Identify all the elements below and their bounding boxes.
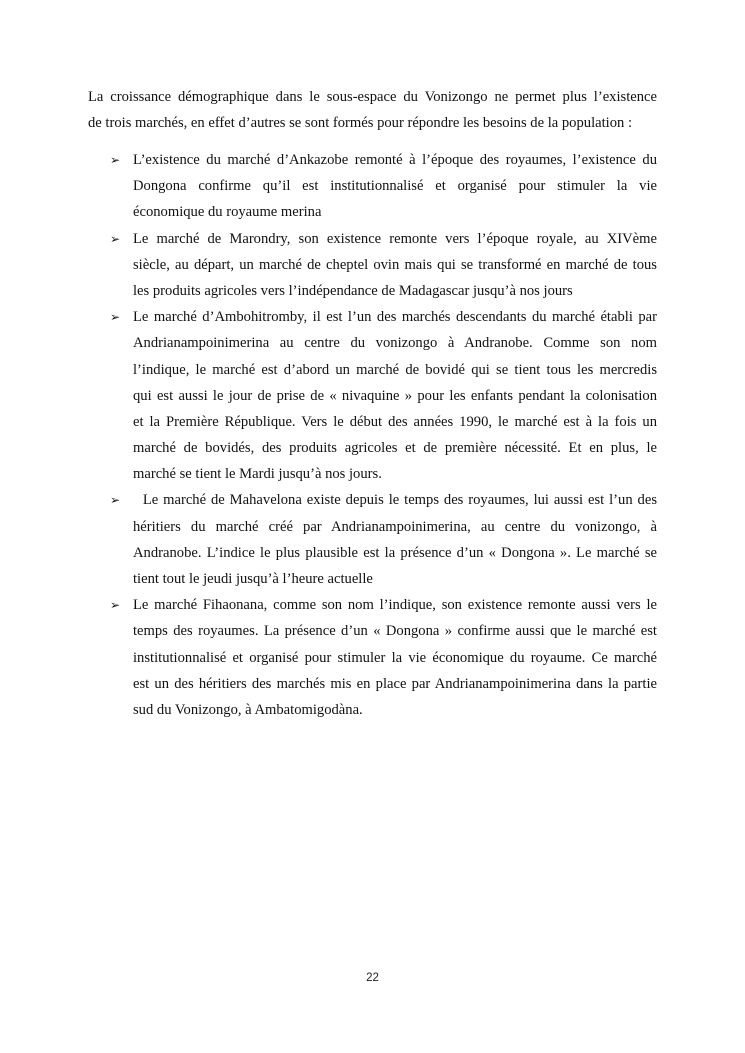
text-line: institutionnalisé et organisé pour stimuler la vie économique du royaume. Ce marché [133,649,657,666]
text-line: économique du royaume merina [133,204,322,221]
arrowhead-bullet-icon: ➢ [110,231,121,246]
list-item [88,147,657,226]
arrowhead-bullet-icon: ➢ [110,153,121,167]
text-line: La croissance démographique dans le sous-espace du Vonizongo ne permet plus l’existence [88,89,657,105]
market-bullet-list [88,147,657,723]
arrowhead-bullet-icon: ➢ [110,598,121,613]
text-line: l’indique, le marché est d’abord un marché de bovidé qui se tient tous les mercredis [133,361,657,378]
text-line: temps des royaumes. La présence d’un « Dongona » confirme aussi que le marché est [133,623,657,640]
text-line: marché de bovidés, des produits agricoles et de première nécessité. Et en plus, le [133,440,657,457]
text-line: siècle, au départ, un marché de cheptel ovin mais qui se transformé en marché de tous [133,256,657,273]
text-line: de trois marchés, en effet d’autres se sont formés pour répondre les besoins de la population : [88,115,633,132]
arrowhead-bullet-icon: ➢ [110,493,121,508]
list-item [88,592,657,723]
list-item [88,304,657,487]
text-line: Le marché d’Ambohitromby, il est l’un des marchés descendants du marché établi par [133,309,657,326]
text-line: L’existence du marché d’Ankazobe remonté à l’époque des royaumes, l’existence du [133,152,657,168]
text-line: tient tout le jeudi jusqu’à l’heure actuelle [133,571,373,587]
text-line: héritiers du marché créé par Andrianampoinimerina, au centre du vonizongo, à [133,518,657,535]
text-line: sud du Vonizongo, à Ambatomigodàna. [133,701,363,718]
list-item [88,487,657,592]
text-line: les produits agricoles vers l’indépendance de Madagascar jusqu’à nos jours [133,282,573,299]
text-line: Le marché de Mahavelona existe depuis le temps des royaumes, lui aussi est l’un des [133,492,657,509]
text-line: est un des héritiers des marchés mis en place par Andrianampoinimerina dans la partie [133,675,657,692]
text-line: Le marché de Marondry, son existence remonte vers l’époque royale, au XIVème [133,230,657,247]
text-line: Dongona confirme qu’il est institutionnalisé et organisé pour stimuler la vie [133,178,657,195]
text-line: qui est aussi le jour de prise de « nivaquine » pour les enfants pendant la colonisation [133,387,657,404]
page-number: 22 [366,972,379,984]
arrowhead-bullet-icon: ➢ [110,310,121,325]
text-line: marché se tient le Mardi jusqu’à nos jours. [133,466,382,483]
text-line: et la Première République. Vers le début des années 1990, le marché est à la fois un [133,413,657,430]
list-item [88,226,657,305]
text-line: Le marché Fihaonana, comme son nom l’indique, son existence remonte aussi vers le [133,597,657,614]
intro-paragraph [88,84,657,136]
text-line: Andrianampoinimerina au centre du vonizongo à Andranobe. Comme son nom [133,335,657,352]
text-line: Andranobe. L’indice le plus plausible est la présence d’un « Dongona ». Le marché se [133,544,657,561]
